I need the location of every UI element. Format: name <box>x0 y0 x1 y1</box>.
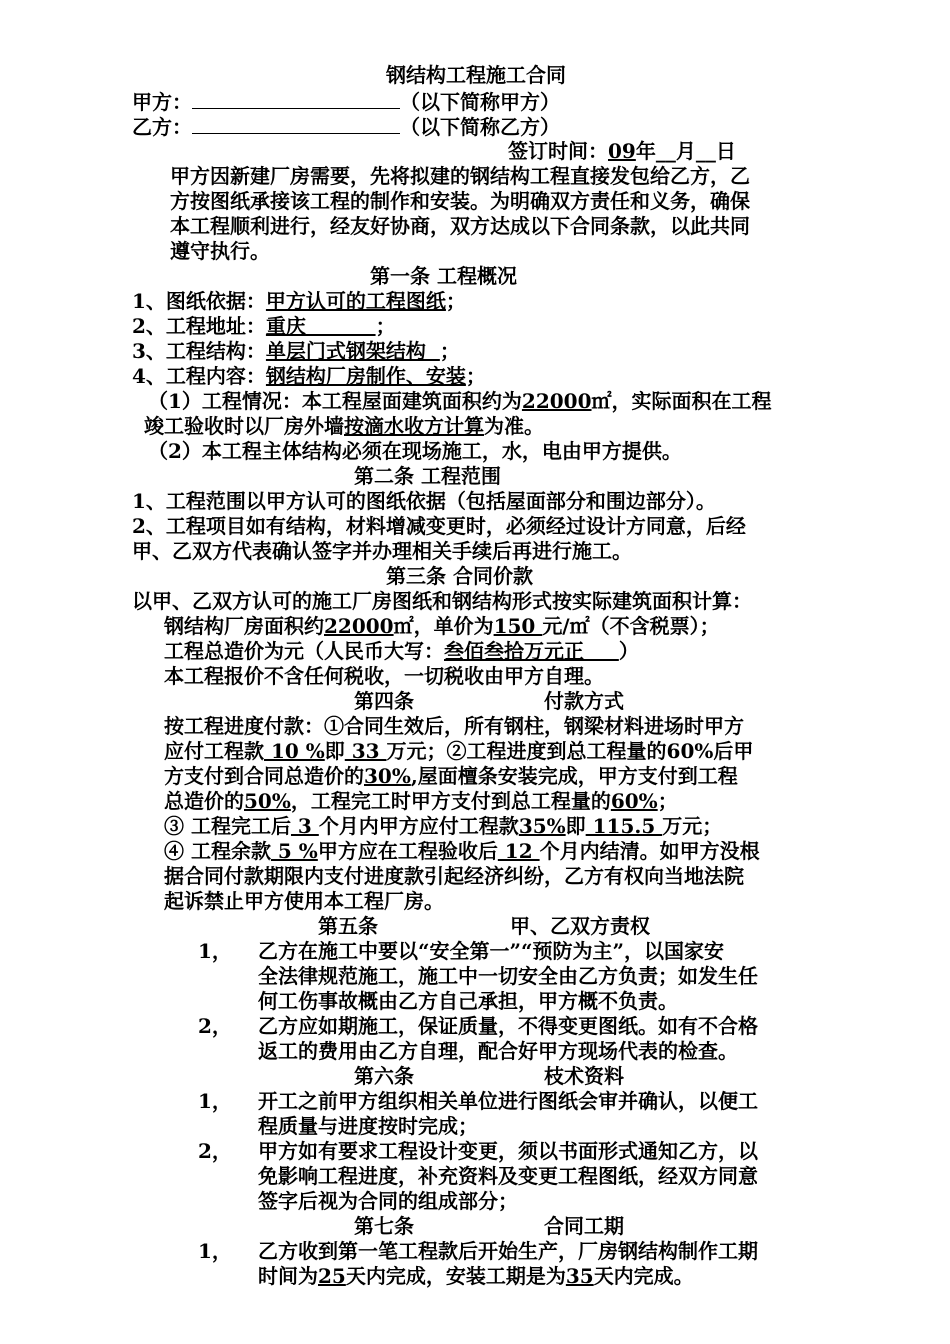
text-span: 竣工验收时以厂房外墙 <box>144 414 344 438</box>
text-span: （1）工程情况：本工程屋面建筑面积约为 <box>148 389 522 413</box>
art1-situation-line <box>144 413 544 439</box>
text-span: 个月内结清。如甲方没根 <box>539 839 760 863</box>
item-number: 2、 <box>132 314 166 338</box>
art6-item-line: 程质量与进度按时完成； <box>258 1114 478 1138</box>
text-span: 应付工程款 <box>164 739 264 763</box>
art5-item-line: 乙方应如期施工，保证质量，不得变更图纸。如有不合格 <box>258 1014 758 1038</box>
art3-line: 本工程报价不含任何税收，一切税收由甲方自理。 <box>164 664 604 688</box>
article-5-heading-title: 甲、乙双方责权 <box>510 914 650 938</box>
art4-line: 据合同付款期限内支付进度款引起经济纠纷，乙方有权向当地法院 <box>164 864 744 888</box>
text-span: 甲方应在工程验收后 <box>317 839 498 863</box>
item-label: 图纸依据： <box>165 289 266 313</box>
art1-item <box>132 288 466 314</box>
item-number: 1、 <box>132 289 166 313</box>
amount-value: 115.5 <box>585 814 663 838</box>
party-b-note: （以下简称乙方） <box>400 115 560 139</box>
text-span: ㎡，实际面积在工程 <box>591 389 772 413</box>
text-span: 方支付到合同总造价的 <box>164 764 364 788</box>
text-span: ㎡，单价为 <box>393 614 494 638</box>
sign-date-label: 签订时间： <box>508 139 608 163</box>
art3-total-line <box>164 638 639 664</box>
art2-line: 2、工程项目如有结构，材料增减变更时，必须经过设计方同意，后经 <box>132 514 746 538</box>
art1-situation-line <box>148 388 772 414</box>
text-span: ； <box>657 789 678 813</box>
article-4-heading-title: 付款方式 <box>544 689 624 713</box>
party-b-blank[interactable] <box>192 113 400 134</box>
text-span: 即 <box>565 814 586 838</box>
text-span: 即 <box>324 739 345 763</box>
art4-line <box>164 838 760 864</box>
item-tail: ； <box>439 339 460 363</box>
months-value: 3 <box>290 814 319 838</box>
item-tail: ； <box>445 289 466 313</box>
intro-line: 遵守执行。 <box>170 239 270 263</box>
text-span: 钢结构厂房面积约 <box>164 614 324 638</box>
item-value: 重庆 <box>265 314 376 338</box>
item-tail: ； <box>465 364 486 388</box>
art3-area-line <box>164 613 720 639</box>
item-value: 甲方认可的工程图纸 <box>265 289 446 313</box>
art5-item-number: 1， <box>198 939 232 963</box>
percent-value: 60% <box>610 789 658 813</box>
text-span: ） <box>618 639 639 663</box>
intro-line: 方按图纸承接该工程的制作和安装。为明确双方责任和义务，确保 <box>170 189 750 213</box>
article-7-heading-title: 合同工期 <box>544 1214 624 1238</box>
art5-item-line: 全法律规范施工，施工中一切安全由乙方负责；如发生任 <box>258 964 758 988</box>
days-value: 35 <box>565 1264 594 1288</box>
article-7-heading-number: 第七条 <box>354 1214 414 1238</box>
item-number: 4、 <box>132 364 166 388</box>
sign-date-line <box>508 138 736 164</box>
text-span: ,屋面檀条安装完成，甲方支付到工程 <box>410 764 738 788</box>
art1-item <box>132 338 460 364</box>
text-span: 总造价的 <box>164 789 244 813</box>
art5-item-line: 返工的费用由乙方自理，配合好甲方现场代表的检查。 <box>258 1039 738 1063</box>
total-amount-words: 叁佰叁拾万元正 <box>444 639 619 663</box>
art2-line: 甲、乙双方代表确认签字并办理相关手续后再进行施工。 <box>132 539 632 563</box>
art7-item-line <box>258 1263 694 1289</box>
art6-item-line: 免影响工程进度，补充资料及变更工程图纸，经双方同意 <box>258 1164 758 1188</box>
intro-line: 甲方因新建厂房需要，先将拟建的钢结构工程直接发包给乙方，乙 <box>170 164 750 188</box>
document-title: 钢结构工程施工合同 <box>386 63 566 87</box>
item-tail: ； <box>375 314 396 338</box>
article-4-heading-number: 第四条 <box>354 689 414 713</box>
text-span: 元/㎡（不含税票）； <box>542 614 720 638</box>
measure-method: 按滴水收方计算 <box>344 414 484 438</box>
sign-date-year: 09 <box>608 139 636 163</box>
article-6-heading-title: 枝术资料 <box>544 1064 624 1088</box>
item-value: 单层门式钢架结构 <box>265 339 440 363</box>
text-span: 天内完成，安装工期是为 <box>345 1264 566 1288</box>
art1-item <box>132 313 396 339</box>
art7-item-number: 1， <box>198 1239 232 1263</box>
art1-utilities-line: （2）本工程主体结构必须在现场施工，水，电由甲方提供。 <box>148 439 682 463</box>
art2-line: 1、工程范围以甲方认可的图纸依据（包括屋面部分和围边部分）。 <box>132 489 716 513</box>
item-label: 工程内容： <box>165 364 266 388</box>
article-5-heading-number: 第五条 <box>318 914 378 938</box>
item-number: 3、 <box>132 339 166 363</box>
art6-item-line: 签字后视为合同的组成部分； <box>258 1189 518 1213</box>
text-span: ，工程完工时甲方支付到总工程量的 <box>290 789 611 813</box>
unit-price: 150 <box>493 614 543 638</box>
art3-line: 以甲、乙双方认可的施工厂房图纸和钢结构形式按实际建筑面积计算： <box>132 589 752 613</box>
text-span: ④ 工程余款 <box>164 839 271 863</box>
text-span: 万元；②工程进度到总工程量的 <box>386 739 667 763</box>
party-b-label: 乙方： <box>132 115 192 139</box>
art4-line <box>164 763 738 789</box>
text-span: ③ 工程完工后 <box>164 814 291 838</box>
art6-item-number: 2， <box>198 1139 232 1163</box>
art5-item-line: 何工伤事故概由乙方自己承担，甲方概不负责。 <box>258 989 678 1013</box>
art5-item-line: 乙方在施工中要以“安全第一”“预防为主”，以国家安 <box>258 939 725 963</box>
text-span: 时间为 <box>258 1264 318 1288</box>
percent-value: 10 % <box>264 739 325 763</box>
text-span: 个月内甲方应付工程款 <box>318 814 519 838</box>
percent-value: 30% <box>364 764 411 788</box>
area-value: 22000 <box>521 389 592 413</box>
article-3-heading: 第三条 合同价款 <box>386 564 533 588</box>
days-value: 25 <box>318 1264 346 1288</box>
text-span: 为准。 <box>484 414 544 438</box>
party-a-blank[interactable] <box>192 88 400 109</box>
item-label: 工程结构： <box>165 339 266 363</box>
article-2-heading: 第二条 工程范围 <box>354 464 501 488</box>
article-1-heading: 第一条 工程概况 <box>370 264 517 288</box>
text-span: 万元； <box>662 814 723 838</box>
party-a-line <box>132 88 560 114</box>
text-span: 后甲 <box>713 739 754 763</box>
art6-item-number: 1， <box>198 1089 232 1113</box>
party-a-label: 甲方： <box>132 90 192 114</box>
party-b-line <box>132 113 560 139</box>
art6-item-line: 开工之前甲方组织相关单位进行图纸会审并确认，以便工 <box>258 1089 758 1113</box>
art4-line: 按工程进度付款：①合同生效后，所有钢柱，钢梁材料进场时甲方 <box>164 714 744 738</box>
percent-value: 5 % <box>270 839 318 863</box>
text-span: 工程总造价为元（人民币大写： <box>164 639 444 663</box>
item-value: 钢结构厂房制作、安装 <box>265 364 466 388</box>
sign-date-suffix: 年__月__日 <box>635 139 736 163</box>
party-a-note: （以下简称甲方） <box>400 90 560 114</box>
article-6-heading-number: 第六条 <box>354 1064 414 1088</box>
art4-line <box>164 738 753 764</box>
percent-value: 35% <box>518 814 566 838</box>
art5-item-number: 2， <box>198 1014 232 1038</box>
art1-item <box>132 363 486 389</box>
area-value: 22000 <box>324 614 394 638</box>
text-span: 天内完成。 <box>593 1264 694 1288</box>
months-value: 12 <box>497 839 540 863</box>
percent-value: 50% <box>244 789 291 813</box>
item-label: 工程地址： <box>165 314 266 338</box>
percent-value: 60% <box>666 739 714 763</box>
art4-line: 起诉禁止甲方使用本工程厂房。 <box>164 889 444 913</box>
art4-line <box>164 788 678 814</box>
intro-line: 本工程顺利进行，经友好协商，双方达成以下合同条款，以此共同 <box>170 214 750 238</box>
art7-item-line: 乙方收到第一笔工程款后开始生产，厂房钢结构制作工期 <box>258 1239 758 1263</box>
amount-value: 33 <box>344 739 387 763</box>
art6-item-line: 甲方如有要求工程设计变更，须以书面形式通知乙方，以 <box>258 1139 758 1163</box>
art4-line <box>164 813 722 839</box>
